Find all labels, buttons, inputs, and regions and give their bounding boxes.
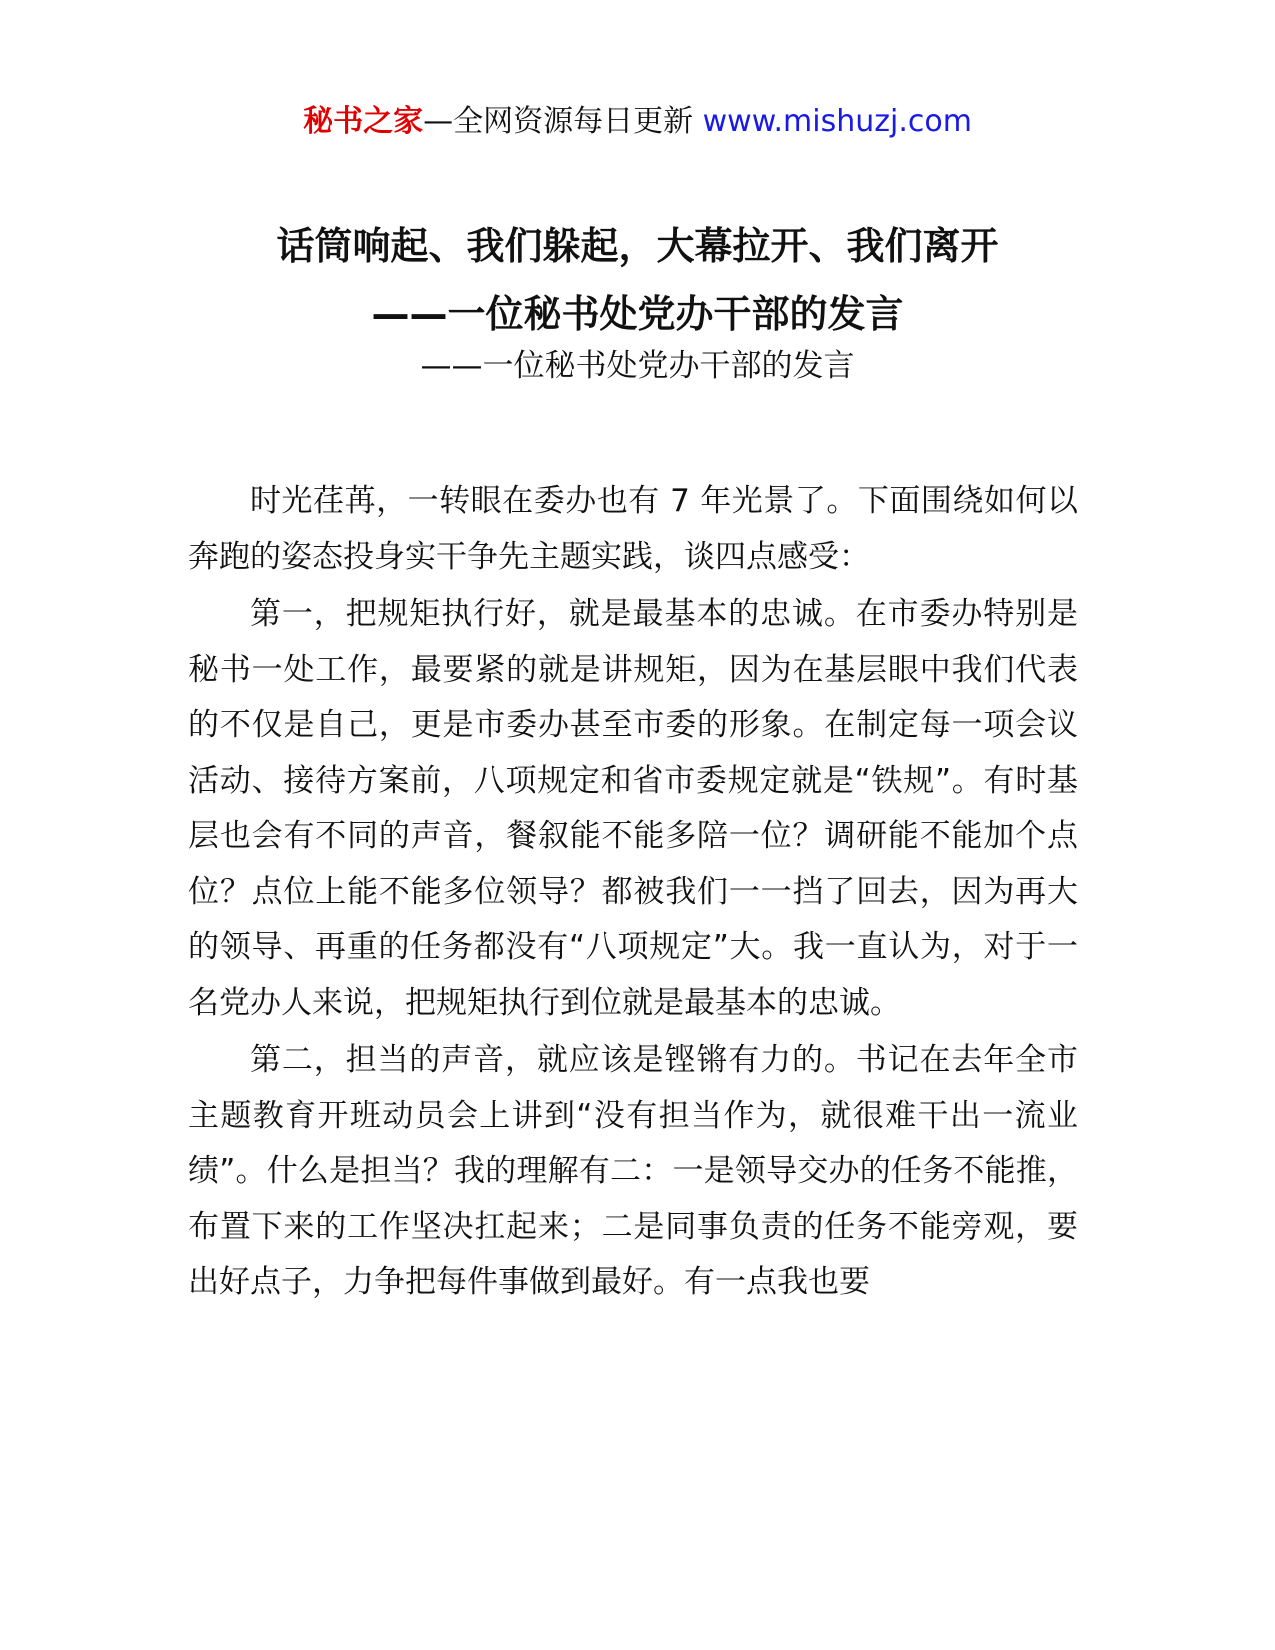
site-name: 秘书之家 — [303, 104, 424, 139]
paragraph-first-point: 第一，把规矩执行好，就是最基本的忠诚。在市委办特别是秘书一处工作，最要紧的就是讲规矩，因为在基层眼中我们代表的不仅是自己，更是市委办甚至市委的形象。在制定每一项会议活动、接待方案前，八项规定和省市委规定就是“铁规”。有时基层也会有不同的声音，餐叙能不能多陪一位？调研能不能加个点位？点位上能不能多位领导？都被我们一一挡了回去，因为再大的领导、再重的任务都没有“八项规定”大。我一直认为，对于一名党办人来说，把规矩执行到位就是最基本的忠诚。 — [188, 596, 1078, 1021]
paragraph-intro: 时光荏苒，一转眼在委办也有 7 年光景了。下面围绕如何以奔跑的姿态投身实干争先主题实践，谈四点感受： — [188, 483, 1078, 575]
document-title — [0, 212, 1275, 348]
paragraph-second-point: 第二，担当的声音，就应该是铿锵有力的。书记在去年全市主题教育开班动员会上讲到“没有担当作为，就很难干出一流业绩”。什么是担当？我的理解有二：一是领导交办的任务不能推，布置下来的工作坚决扛起来；二是同事负责的任务不能旁观，要出好点子，力争把每件事做到最好。有一点我也要 — [188, 1042, 1078, 1300]
title-line-sub: ——一位秘书处党办干部的发言 — [371, 292, 904, 336]
document-subtitle: ——一位秘书处党办干部的发言 — [420, 348, 855, 384]
site-slogan: —全网资源每日更新 — [423, 104, 694, 139]
title-line-main: 话筒响起、我们躲起，大幕拉开、我们离开 — [276, 224, 999, 268]
document-body — [188, 474, 1078, 1313]
site-header — [0, 100, 1275, 144]
site-url-link[interactable]: www.mishuzj.com — [702, 104, 972, 139]
